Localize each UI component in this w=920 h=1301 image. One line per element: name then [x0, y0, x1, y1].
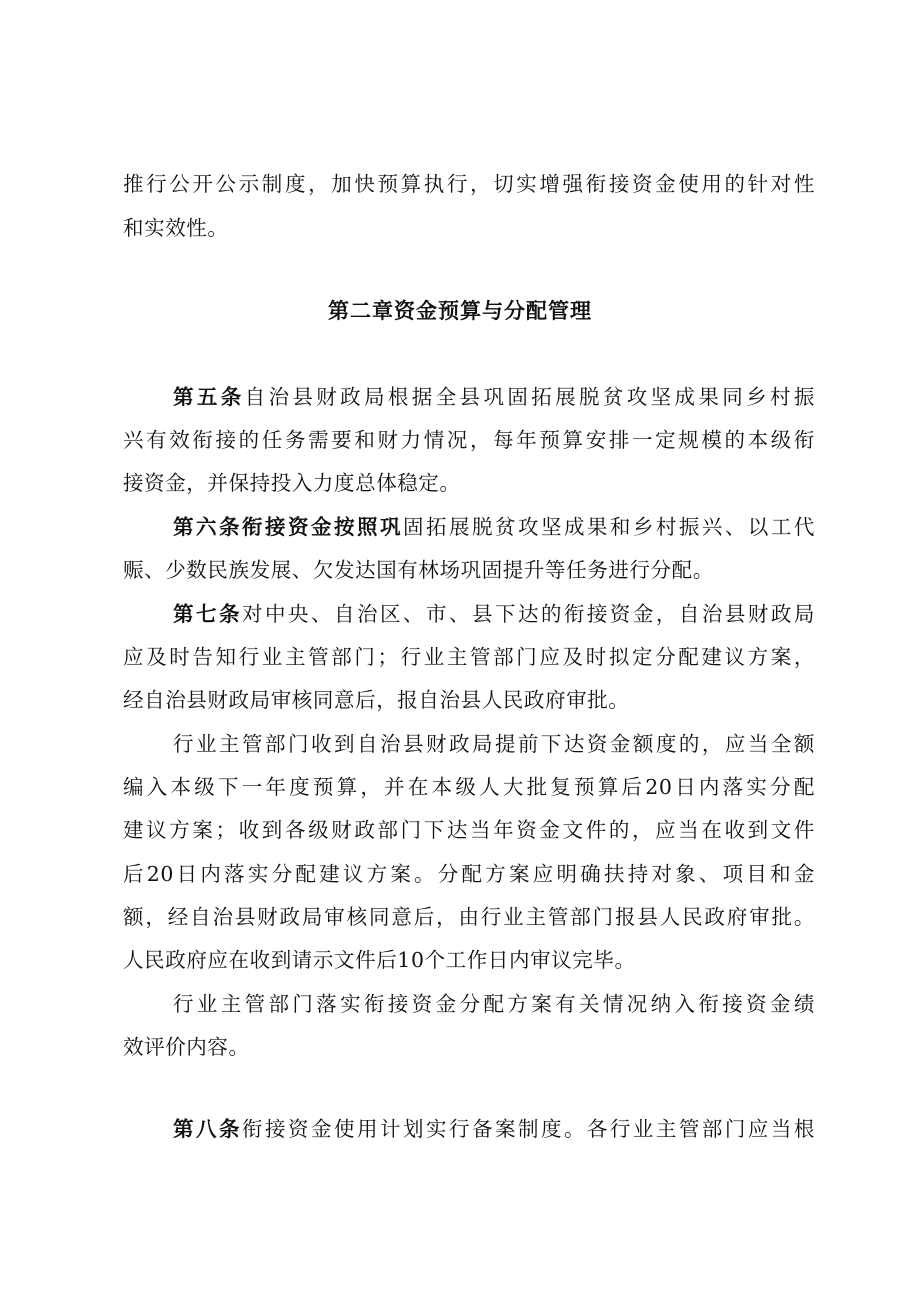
article-5-line-2: 兴有效衔接的任务需要和财力情况，每年预算安排一定规模的本级衔 — [123, 428, 815, 452]
article-6-text-1: 固拓展脱贫攻坚成果和乡村振兴、以工代 — [402, 515, 815, 539]
article-7-line-1 — [173, 600, 815, 628]
article-5-text-1: 自治县财政局根据全县巩固拓展脱贫攻坚成果同乡村振 — [244, 385, 815, 409]
article-5-label: 第五条 — [173, 385, 245, 409]
paragraph-a-line-5: 额，经自治县财政局审核同意后，由行业主管部门报县人民政府审批。 — [123, 905, 815, 929]
intro-line-1: 推行公开公示制度，加快预算执行，切实增强衔接资金使用的针对性 — [123, 172, 815, 196]
article-8-text-1: 衔接资金使用计划实行备案制度。各行业主管部门应当根 — [242, 1117, 815, 1141]
article-6-label: 第六条衔接资金按照巩 — [173, 515, 403, 539]
article-6-line-1 — [173, 513, 815, 541]
paragraph-b-line-1: 行业主管部门落实衔接资金分配方案有关情况纳入衔接资金绩 — [173, 992, 815, 1016]
paragraph-a-line-2: 编入本级下一年度预算，并在本级人大批复预算后20日内落实分配 — [123, 775, 815, 799]
article-5-line-3: 接资金，并保持投入力度总体稳定。 — [123, 471, 461, 495]
intro-line-2: 和实效性。 — [123, 216, 229, 240]
article-7-text-1: 对中央、自治区、市、县下达的衔接资金，自治县财政局 — [242, 602, 815, 626]
article-6-line-2: 赈、少数民族发展、欠发达国有林场巩固提升等任务进行分配。 — [123, 558, 714, 582]
paragraph-a-line-4: 后20日内落实分配建议方案。分配方案应明确扶持对象、项目和金 — [123, 862, 815, 886]
article-8-label: 第八条 — [173, 1117, 242, 1141]
paragraph-b-line-2: 效评价内容。 — [123, 1035, 250, 1059]
article-5-line-1 — [173, 383, 815, 411]
paragraph-a-line-6: 人民政府应在收到请示文件后10个工作日内审议完毕。 — [123, 948, 636, 972]
chapter-title: 第二章资金预算与分配管理 — [328, 298, 592, 323]
article-7-line-3: 经自治县财政局审核同意后，报自治县人民政府审批。 — [123, 688, 630, 712]
article-7-label: 第七条 — [173, 602, 242, 626]
paragraph-a-line-3: 建议方案；收到各级财政部门下达当年资金文件的，应当在收到文件 — [123, 818, 815, 842]
paragraph-a-line-1: 行业主管部门收到自治县财政局提前下达资金额度的，应当全额 — [173, 732, 815, 756]
article-7-line-2: 应及时告知行业主管部门；行业主管部门应及时拟定分配建议方案， — [123, 645, 815, 669]
article-8-line-1 — [173, 1115, 815, 1143]
